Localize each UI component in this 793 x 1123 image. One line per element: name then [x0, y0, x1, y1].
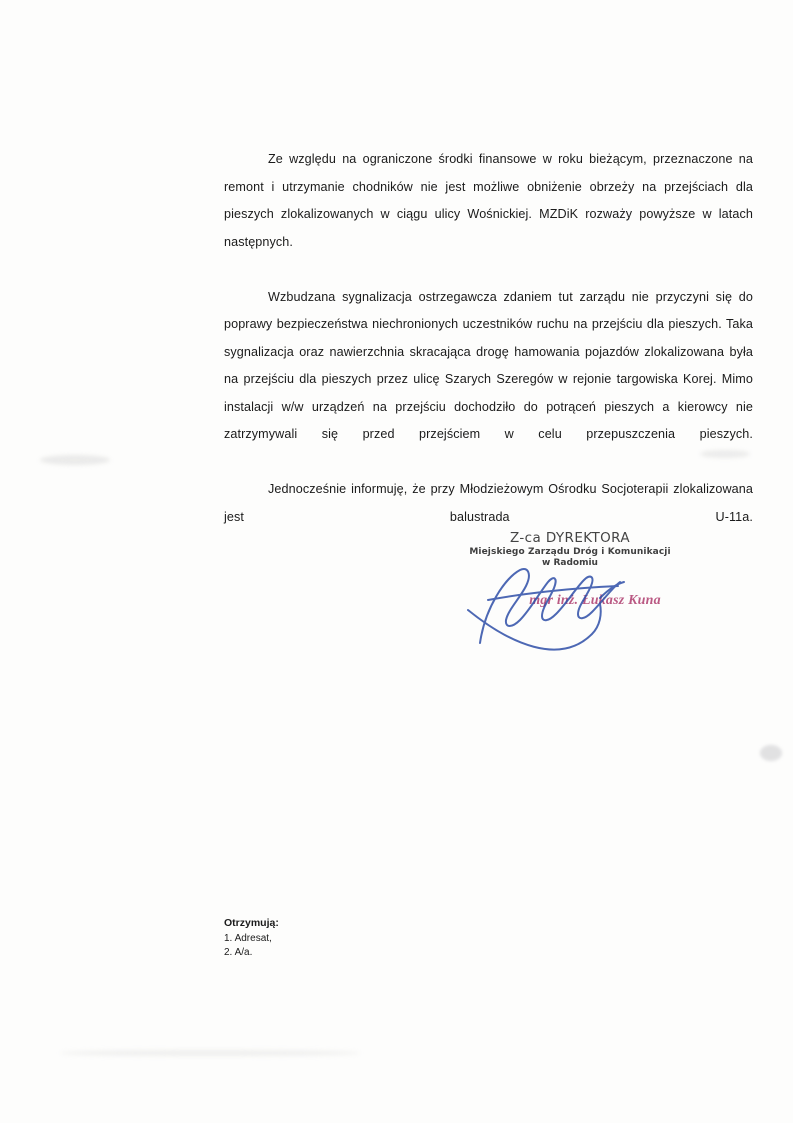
paragraph-text: Wzbudzana sygnalizacja ostrzegawcza zdaniem tut zarządu nie przyczyni się do poprawy bezpieczeństwa niechronionych uczestników ruchu na przejściu dla pieszych. Taka sygnalizacja oraz nawierzchnia skracająca drogę hamowania pojazdów zlokalizowana była na przejściu dla pieszych przez ulicę Szarych Szeregów w rejonie targowiska Korej. Mimo instalacji w/w urządzeń na przejściu dochodziło do potrąceń pieszych a kierowcy nie zatrzymywali się przed przejściem w celu przepuszczenia pieszych.	[224, 289, 753, 441]
scan-artifact	[40, 455, 110, 465]
signature-title: Z-ca DYREKTORA	[509, 530, 631, 546]
scan-artifact	[760, 745, 782, 761]
paragraph-1	[224, 146, 753, 284]
recipients-title: Otrzymują:	[224, 917, 279, 929]
paragraph-text: Ze względu na ograniczone środki finansowe w roku bieżącym, przeznaczone na remont i utrzymanie chodników nie jest możliwe obniżenie obrzeży na przejściach dla pieszych zlokalizowanych w ciągu ulicy Wośnickiej. MZDiK rozważy powyższe w latach następnych.	[224, 152, 753, 249]
recipient-item: 1. Adresat,	[224, 933, 272, 944]
scan-artifact	[60, 1050, 360, 1056]
signature-name: mgr inż. Łukasz Kuna	[529, 593, 661, 608]
signature-block	[455, 530, 685, 650]
paragraph-text: Jednocześnie informuję, że przy Młodzieżowym Ośrodku Socjoterapii zlokalizowana jest balustrada U-11a.	[224, 482, 753, 524]
handwritten-signature-icon	[450, 548, 690, 658]
paragraph-2	[224, 284, 753, 477]
signature-organization-line-1: Miejskiego Zarządu Dróg i Komunikacji	[469, 547, 671, 557]
signature-organization-line-2: w Radomiu	[542, 558, 598, 568]
recipients-block	[224, 916, 279, 960]
letter-body	[224, 146, 753, 559]
recipient-item: 2. A/a.	[224, 947, 253, 958]
